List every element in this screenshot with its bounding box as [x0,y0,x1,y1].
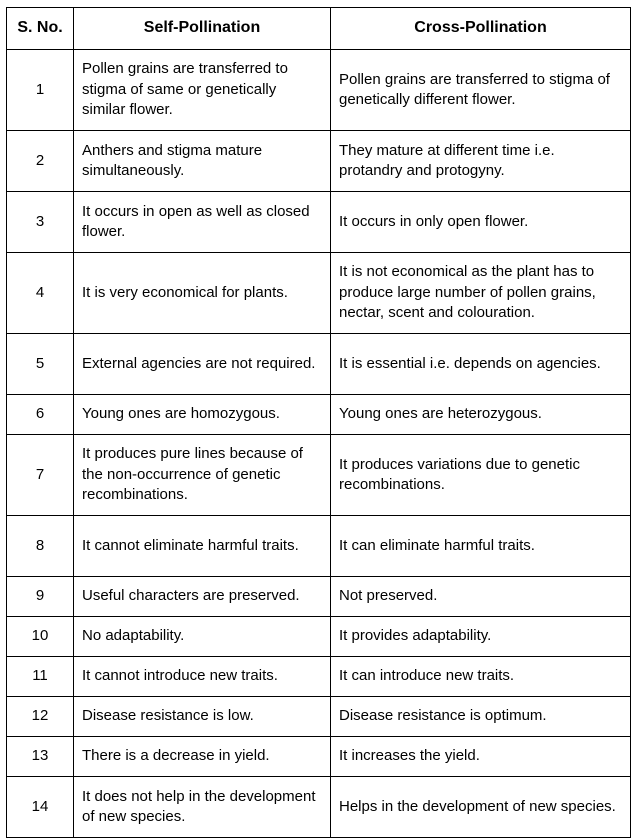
table-row [7,131,631,192]
row-number: 10 [7,617,74,657]
self-pollination-cell: Pollen grains are transferred to stigma of same or genetically similar flower. [74,50,331,131]
row-number: 8 [7,516,74,577]
row-number: 5 [7,334,74,395]
table-row [7,737,631,777]
cross-pollination-cell: It produces variations due to genetic recombinations. [331,435,631,516]
self-pollination-cell: It produces pure lines because of the non-occurrence of genetic recombinations. [74,435,331,516]
table-row [7,395,631,435]
header-self-pollination: Self-Pollination [74,8,331,50]
row-number: 2 [7,131,74,192]
table-row [7,657,631,697]
self-pollination-cell: External agencies are not required. [74,334,331,395]
row-number: 14 [7,777,74,838]
cross-pollination-cell: They mature at different time i.e. protandry and protogyny. [331,131,631,192]
row-number: 11 [7,657,74,697]
pollination-comparison-table [6,7,631,838]
row-number: 12 [7,697,74,737]
self-pollination-cell: It cannot eliminate harmful traits. [74,516,331,577]
self-pollination-cell: Anthers and stigma mature simultaneously. [74,131,331,192]
table-row [7,192,631,253]
cross-pollination-cell: It increases the yield. [331,737,631,777]
self-pollination-cell: There is a decrease in yield. [74,737,331,777]
table-row [7,697,631,737]
self-pollination-cell: No adaptability. [74,617,331,657]
cross-pollination-cell: It occurs in only open flower. [331,192,631,253]
self-pollination-cell: It occurs in open as well as closed flower. [74,192,331,253]
table-row [7,516,631,577]
table-row [7,777,631,838]
row-number: 6 [7,395,74,435]
cross-pollination-cell: Helps in the development of new species. [331,777,631,838]
row-number: 9 [7,577,74,617]
self-pollination-cell: It does not help in the development of new species. [74,777,331,838]
self-pollination-cell: Disease resistance is low. [74,697,331,737]
cross-pollination-cell: Disease resistance is optimum. [331,697,631,737]
table-row [7,435,631,516]
header-sno: S. No. [7,8,74,50]
table-row [7,334,631,395]
header-cross-pollination: Cross-Pollination [331,8,631,50]
table-row [7,50,631,131]
cross-pollination-cell: It is not economical as the plant has to produce large number of pollen grains, nectar, scent and colouration. [331,253,631,334]
self-pollination-cell: It is very economical for plants. [74,253,331,334]
row-number: 1 [7,50,74,131]
table-row [7,577,631,617]
self-pollination-cell: Young ones are homozygous. [74,395,331,435]
row-number: 7 [7,435,74,516]
self-pollination-cell: Useful characters are preserved. [74,577,331,617]
cross-pollination-cell: It provides adaptability. [331,617,631,657]
cross-pollination-cell: Young ones are heterozygous. [331,395,631,435]
table-row [7,253,631,334]
cross-pollination-cell: Pollen grains are transferred to stigma of genetically different flower. [331,50,631,131]
row-number: 4 [7,253,74,334]
cross-pollination-cell: It can introduce new traits. [331,657,631,697]
table-row [7,617,631,657]
self-pollination-cell: It cannot introduce new traits. [74,657,331,697]
cross-pollination-cell: It can eliminate harmful traits. [331,516,631,577]
row-number: 13 [7,737,74,777]
row-number: 3 [7,192,74,253]
cross-pollination-cell: Not preserved. [331,577,631,617]
header-row [7,8,631,50]
cross-pollination-cell: It is essential i.e. depends on agencies. [331,334,631,395]
